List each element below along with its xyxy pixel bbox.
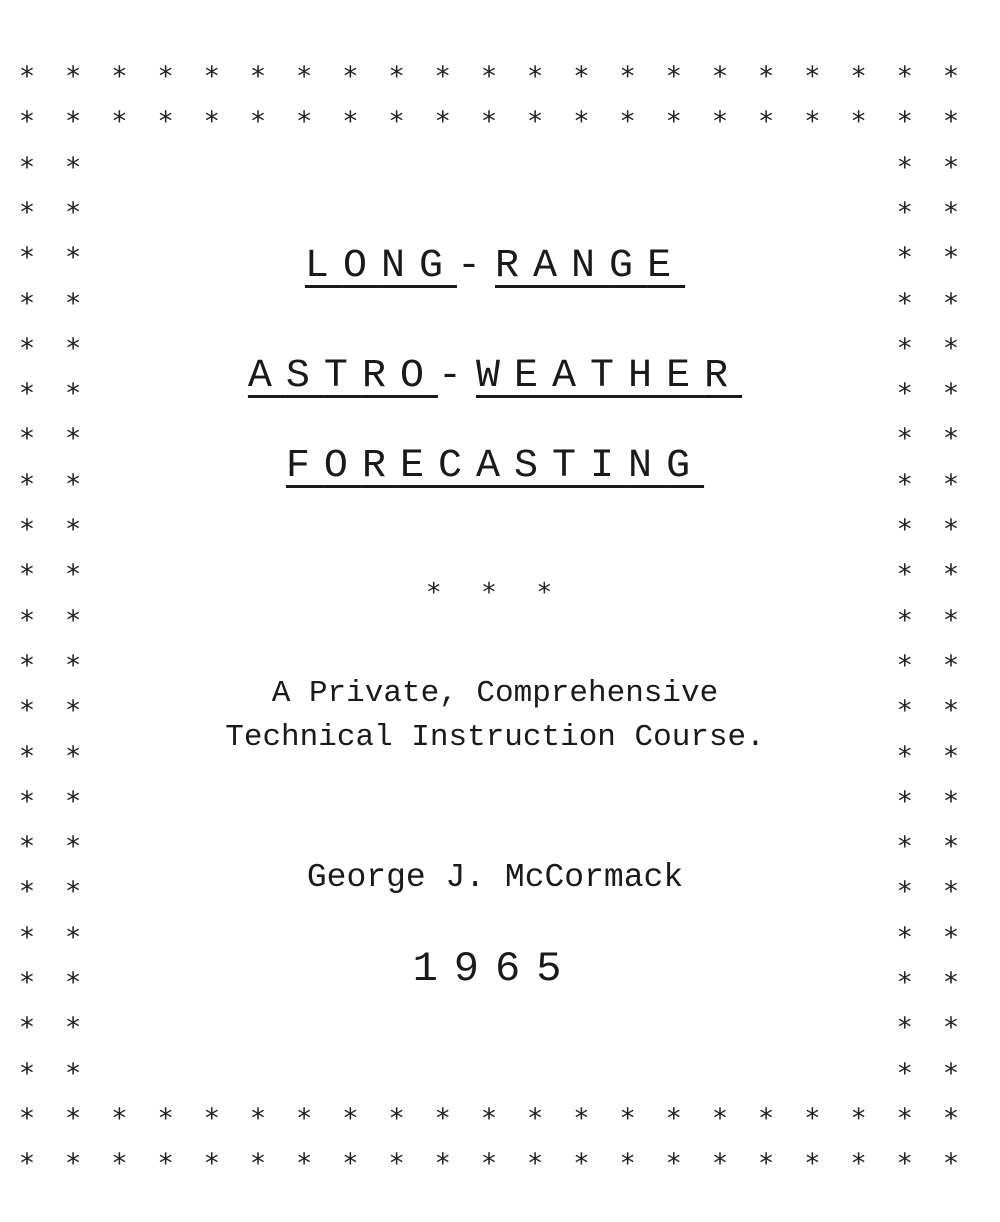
- border-asterisk: *: [111, 1148, 128, 1180]
- border-asterisk: *: [18, 1148, 36, 1180]
- border-asterisk: *: [18, 695, 36, 727]
- border-asterisk: *: [527, 106, 544, 138]
- border-asterisk: *: [203, 61, 220, 92]
- title-line-2: ASTRO-WEATHER: [247, 354, 743, 399]
- border-asterisk: *: [480, 61, 498, 92]
- border-asterisk: *: [65, 1057, 82, 1089]
- border-asterisk: *: [896, 831, 913, 863]
- border-asterisk: *: [573, 1102, 590, 1134]
- border-asterisk: *: [711, 1102, 729, 1134]
- border-asterisk: *: [65, 921, 82, 953]
- border-asterisk: *: [942, 695, 960, 727]
- border-asterisk: *: [18, 921, 36, 953]
- border-asterisk: *: [111, 61, 128, 92]
- border-asterisk: *: [896, 287, 913, 319]
- border-asterisk: *: [65, 61, 82, 92]
- border-asterisk: *: [896, 514, 913, 545]
- title-line-1: LONG-RANGE: [304, 244, 686, 289]
- border-asterisk: *: [18, 604, 36, 636]
- border-asterisk: *: [804, 1148, 821, 1180]
- border-asterisk: *: [111, 1102, 128, 1134]
- border-asterisk: *: [296, 1102, 313, 1134]
- border-asterisk: *: [18, 649, 36, 681]
- border-asterisk: *: [896, 695, 913, 727]
- border-asterisk: *: [65, 831, 82, 863]
- border-asterisk: *: [249, 106, 267, 138]
- border-asterisk: *: [249, 1102, 267, 1134]
- border-asterisk: *: [434, 61, 451, 92]
- border-asterisk: *: [480, 106, 498, 138]
- border-asterisk: *: [665, 106, 682, 138]
- border-asterisk: *: [65, 1148, 82, 1180]
- border-asterisk: *: [249, 61, 267, 92]
- border-asterisk: *: [573, 106, 590, 138]
- subtitle-line-1: A Private, Comprehensive: [271, 676, 719, 711]
- border-asterisk: *: [942, 514, 960, 545]
- border-asterisk: *: [480, 1102, 498, 1134]
- border-asterisk: *: [65, 1102, 82, 1134]
- border-asterisk: *: [203, 1102, 220, 1134]
- border-asterisk: *: [711, 1148, 729, 1180]
- border-asterisk: *: [850, 1102, 867, 1134]
- border-asterisk: *: [65, 695, 82, 727]
- border-asterisk: *: [249, 1148, 267, 1180]
- border-asterisk: *: [850, 106, 867, 138]
- border-asterisk: *: [573, 1148, 590, 1180]
- border-asterisk: *: [65, 242, 82, 274]
- border-asterisk: *: [65, 604, 82, 636]
- border-asterisk: *: [942, 649, 960, 681]
- border-asterisk: *: [388, 61, 405, 92]
- author-name: George J. McCormack: [306, 859, 684, 896]
- border-asterisk: *: [65, 106, 82, 138]
- border-asterisk: *: [65, 876, 82, 908]
- border-asterisk: *: [896, 378, 913, 410]
- border-asterisk: *: [388, 106, 405, 138]
- border-asterisk: *: [434, 1148, 451, 1180]
- border-asterisk: *: [942, 378, 960, 410]
- border-asterisk: *: [342, 61, 359, 92]
- border-asterisk: *: [18, 1012, 36, 1044]
- border-asterisk: *: [65, 468, 82, 500]
- ornament-asterisks: * * *: [425, 578, 565, 608]
- border-asterisk: *: [157, 1102, 174, 1134]
- border-asterisk: *: [896, 242, 913, 274]
- border-asterisk: *: [758, 1102, 775, 1134]
- border-asterisk: *: [942, 921, 960, 953]
- border-asterisk: *: [942, 242, 960, 274]
- border-asterisk: *: [896, 423, 913, 455]
- border-asterisk: *: [18, 106, 36, 138]
- border-asterisk: *: [342, 1148, 359, 1180]
- border-asterisk: *: [18, 514, 36, 545]
- border-asterisk: *: [65, 649, 82, 681]
- border-asterisk: *: [942, 559, 960, 591]
- border-asterisk: *: [388, 1102, 405, 1134]
- border-asterisk: *: [896, 468, 913, 500]
- border-asterisk: *: [942, 604, 960, 636]
- border-asterisk: *: [18, 831, 36, 863]
- border-asterisk: *: [65, 287, 82, 319]
- border-asterisk: *: [896, 740, 913, 772]
- border-asterisk: *: [65, 378, 82, 410]
- border-asterisk: *: [896, 1102, 913, 1134]
- border-asterisk: *: [711, 106, 729, 138]
- border-asterisk: *: [18, 785, 36, 817]
- border-asterisk: *: [619, 1148, 636, 1180]
- border-asterisk: *: [942, 1012, 960, 1044]
- border-asterisk: *: [942, 1148, 960, 1180]
- border-asterisk: *: [896, 967, 913, 998]
- border-asterisk: *: [527, 1148, 544, 1180]
- border-asterisk: *: [942, 423, 960, 455]
- border-asterisk: *: [157, 1148, 174, 1180]
- border-asterisk: *: [896, 1012, 913, 1044]
- border-asterisk: *: [850, 1148, 867, 1180]
- border-asterisk: *: [18, 468, 36, 500]
- border-asterisk: *: [896, 649, 913, 681]
- border-asterisk: *: [942, 468, 960, 500]
- border-asterisk: *: [527, 1102, 544, 1134]
- border-asterisk: *: [896, 106, 913, 138]
- border-asterisk: *: [804, 61, 821, 92]
- border-asterisk: *: [65, 332, 82, 364]
- border-asterisk: *: [65, 785, 82, 817]
- border-asterisk: *: [296, 1148, 313, 1180]
- border-asterisk: *: [896, 1148, 913, 1180]
- border-asterisk: *: [480, 1148, 498, 1180]
- border-asterisk: *: [896, 61, 913, 92]
- border-asterisk: *: [111, 106, 128, 138]
- border-asterisk: *: [65, 423, 82, 455]
- title-line-3: FORECASTING: [285, 444, 705, 489]
- border-asterisk: *: [18, 332, 36, 364]
- border-asterisk: *: [65, 740, 82, 772]
- border-asterisk: *: [758, 61, 775, 92]
- border-asterisk: *: [942, 785, 960, 817]
- border-asterisk: *: [804, 106, 821, 138]
- border-asterisk: *: [896, 921, 913, 953]
- border-asterisk: *: [850, 61, 867, 92]
- border-asterisk: *: [296, 106, 313, 138]
- border-asterisk: *: [896, 1057, 913, 1089]
- border-asterisk: *: [619, 106, 636, 138]
- border-asterisk: *: [942, 876, 960, 908]
- border-asterisk: *: [18, 423, 36, 455]
- border-asterisk: *: [18, 559, 36, 591]
- border-asterisk: *: [342, 1102, 359, 1134]
- border-asterisk: *: [619, 1102, 636, 1134]
- border-asterisk: *: [18, 1057, 36, 1089]
- border-asterisk: *: [619, 61, 636, 92]
- subtitle-line-2: Technical Instruction Course.: [225, 720, 765, 755]
- border-asterisk: *: [18, 740, 36, 772]
- border-asterisk: *: [896, 332, 913, 364]
- border-asterisk: *: [65, 559, 82, 591]
- border-asterisk: *: [65, 151, 82, 183]
- cover-content: [110, 0, 880, 1222]
- publication-year: 1965: [412, 945, 578, 993]
- border-asterisk: *: [527, 61, 544, 92]
- border-asterisk: *: [758, 1148, 775, 1180]
- border-asterisk: *: [942, 61, 960, 92]
- border-asterisk: *: [65, 967, 82, 998]
- border-asterisk: *: [388, 1148, 405, 1180]
- border-asterisk: *: [18, 378, 36, 410]
- border-asterisk: *: [342, 106, 359, 138]
- border-asterisk: *: [18, 967, 36, 998]
- border-asterisk: *: [711, 61, 729, 92]
- border-asterisk: *: [896, 559, 913, 591]
- border-asterisk: *: [942, 332, 960, 364]
- border-asterisk: *: [296, 61, 313, 92]
- border-asterisk: *: [896, 876, 913, 908]
- border-asterisk: *: [942, 740, 960, 772]
- border-asterisk: *: [203, 1148, 220, 1180]
- border-asterisk: *: [573, 61, 590, 92]
- border-asterisk: *: [665, 61, 682, 92]
- border-asterisk: *: [665, 1102, 682, 1134]
- border-asterisk: *: [18, 151, 36, 183]
- border-asterisk: *: [18, 242, 36, 274]
- border-asterisk: *: [157, 61, 174, 92]
- border-asterisk: *: [65, 196, 82, 228]
- border-asterisk: *: [942, 1057, 960, 1089]
- border-asterisk: *: [896, 151, 913, 183]
- border-asterisk: *: [896, 785, 913, 817]
- border-asterisk: *: [18, 196, 36, 228]
- border-asterisk: *: [942, 196, 960, 228]
- border-asterisk: *: [758, 106, 775, 138]
- border-asterisk: *: [18, 61, 36, 92]
- border-asterisk: *: [665, 1148, 682, 1180]
- border-asterisk: *: [434, 106, 451, 138]
- border-asterisk: *: [942, 106, 960, 138]
- border-asterisk: *: [18, 287, 36, 319]
- border-asterisk: *: [157, 106, 174, 138]
- border-asterisk: *: [896, 196, 913, 228]
- border-asterisk: *: [942, 1102, 960, 1134]
- border-asterisk: *: [804, 1102, 821, 1134]
- border-asterisk: *: [434, 1102, 451, 1134]
- border-asterisk: *: [942, 151, 960, 183]
- border-asterisk: *: [18, 1102, 36, 1134]
- border-asterisk: *: [942, 287, 960, 319]
- border-asterisk: *: [203, 106, 220, 138]
- border-asterisk: *: [942, 967, 960, 998]
- border-asterisk: *: [65, 1012, 82, 1044]
- border-asterisk: *: [896, 604, 913, 636]
- border-asterisk: *: [65, 514, 82, 545]
- border-asterisk: *: [18, 876, 36, 908]
- border-asterisk: *: [942, 831, 960, 863]
